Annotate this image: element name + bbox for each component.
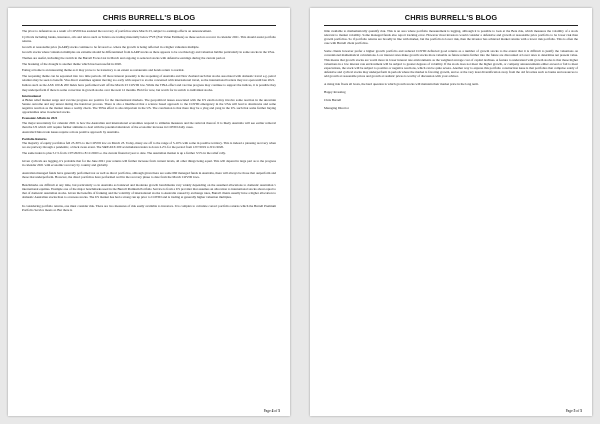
returns-paragraph: Australian managed funds have generally performed not as well as direct portfolios, although given there are some 660 managed funds in Australia, there will always be those that outperform and those that underperform. However, the direct portfolios have performed well in the recovery phase to date from the March COVID lows. xyxy=(22,171,276,180)
economic-affairs-heading: Economic Affairs in 2021 xyxy=(22,116,58,121)
international-heading: International xyxy=(22,93,41,98)
sign-off-greeting: Happy Investing xyxy=(324,90,346,95)
page-of-label: of xyxy=(274,409,278,413)
paragraph: The breaking of the drought is another theme which has been useful in 2020. xyxy=(22,62,122,66)
economic-paragraph: The major uncertainty for calendar 2021 is how the Australian and international economies respond to stimulus measures and the removal thereof. It is likely Australia will see earlier removal than the US which will require further stimulus to deal with the potential shutdown of the economic increase in COVID daily cases. xyxy=(22,120,276,129)
economic-paragraph: Australia/China trade issues require a more positive approach by Australia. xyxy=(22,130,120,135)
title-divider xyxy=(22,25,276,26)
page-total: 5 xyxy=(278,409,280,413)
international-paragraph: A Biden relief market surge and vaccine progress are positive for the international markets. The geopolitical issues associated with the US election may involve some reaction in the uncertain Senate outcome and any unrest during the handover process. There is also a likelihood that a science based approach to the COVID emergency in the USA will lead to shutdowns and some negative reaction as the market takes a reality check. The TINA effect is also important in the US. The conclusion is that there may be a ying and yang in the US. such that some further buying opportunities arise in selected stocks. xyxy=(22,97,276,115)
document-page-4 xyxy=(8,8,290,416)
page-of-label: of xyxy=(576,409,580,413)
returns-paragraph: The same index is plus 5.1% from 1/07/2020 to 8/11/2020 i.e. the current financial year to date. The Australian market is up a further 3.5% in the relief rally. xyxy=(22,150,226,155)
page-number-footer xyxy=(264,409,280,413)
page-number: 4 xyxy=(271,409,274,413)
blog-title: CHRIS BURRELL'S BLOG xyxy=(102,13,196,22)
returns-paragraph: Given cyclicals are lagging, it's probable that for the June 2021 year returns will further increase from current levels, all other things being equal. This will depend in large part as to the progress in calendar 2021 with economic recovery by country and globally. xyxy=(22,158,276,167)
paragraph: Indices such as the ASX 100 & 200 Index have performed well off the March 23 COVID low. While the TINA effect and vaccine progress may continue to support the indices, it is possible they may underperform if there is some correction in growth stocks over the next 12 months. Hold for now, but watch for in switch to individual stocks. xyxy=(22,83,276,92)
page-total: 5 xyxy=(580,409,582,413)
paragraph: Some clients however prefer a higher growth portfolio and reduced COVID deflected good returns as a number of growth stocks to the extent that it is difficult to justify the valuations on conventional mathematical calculations. Low interest rates make growth stocks more valuable as future returns further into the future are discounted at lower rates to determine net present value. This means that growth stocks are worth more in lower interest rate environments as the weighted average cost of capital declines. A feature to understand with growth stocks is that these higher valuations in a low interest rate environment will be subject to greater degrees of volatility. If the stock does not meet the higher growth, or company announcements either exceed or fail to meet expectations, the stock will be subject to positive or negative reactions, which can be quite severe. Another way to express this portfolio construction issue is that portfolios that comprise solely of defensive and cyclical stocks may underperform in periods where the market is favoring growth, and so at the very least diversification away from the old favorites such as banks and resources to add growth at reasonable prices and growth at realistic prices is worthy of discussion with your advisor. xyxy=(324,49,578,78)
page-label: Page xyxy=(263,409,271,413)
page-number-footer xyxy=(566,409,582,413)
returns-paragraph: In considering portfolio returns, one must consider risk. There are two measures of risk easily available to investors. It is complex to calculate correct portfolio returns which the Burrell Premium Portfolio Service meets at. But there is xyxy=(22,203,276,212)
author-title: Managing Director xyxy=(324,106,349,111)
page-number: 5 xyxy=(573,409,576,413)
portfolio-returns-heading: Portfolio Returns xyxy=(22,136,47,141)
intro-section xyxy=(22,29,276,92)
paragraph: Eating at home is an interesting theme as it may prove to be transitory to an extent as restaurants and hotels return to normal. xyxy=(22,67,185,72)
paragraph: little available to mathematically quantify risk. This is an area where portfolio measurement is lagging, although it is possible to look at the Beta risk, which measures the volatility of a stock relevant to market volatility. Some managed funds also report tracking error. However most investors would consider a defensive and growth at reasonable price portfolio to be lower risk than growth portfolios. So if portfolio returns are broadly in line with market, but the portfolio is lower risk, then the investor has achieved market returns with a lower risk portfolio. This is often the case with Burrell client portfolios. xyxy=(324,29,578,46)
author-name: Chris Burrell xyxy=(324,98,342,103)
returns-paragraph: Benchmarks are difficult at any time, but particularly so in Australia as balanced and moderate growth benchmarks vary widely depending on the assumed allocations to domestic Australian v international equities. Example one of the major benchmarks used in the Burrell Premium Portfolio Service is from a US provider that assumes an allocation to international stocks about equal to that of domestic Australian stocks. Given the benefits of franking and the volatility of international stocks to Australia caused by exchange rates, Burrell clients usually have a higher allocation to domestic Australian stocks than to overseas stocks. The US market has had a strong run up prior to COVID and is trading at generally higher valuation multiples. xyxy=(22,183,276,200)
paragraph: Cyclicals including banks, insurance, oils and telcos such as Telstra are trading materially below FVE (Fair Value Estimate) as these sectors recover in calendar 2021. This should assist portfolio returns. xyxy=(22,34,276,43)
paragraph: Growth stocks where valuation multiples are extreme should be differentiated from GARP stocks as there appears to be a technology and valuation bubble particularly in some stocks in the USA. xyxy=(22,50,275,55)
title-divider xyxy=(324,25,578,26)
paragraph: Themes are useful, including the switch in the Burrell Focus List in March and ongoing to selected stocks with defensive earnings during the current period. xyxy=(22,56,226,61)
document-page-5 xyxy=(310,8,592,416)
paragraph: The pivot to defensives as a result of COVID has assisted the recovery of portfolios since March 23, subject to earnings effects on announcement. xyxy=(22,29,212,33)
paragraph: A rising tide floats all boats, the hard question is which growth stocks will maintain their market price in the long term. xyxy=(324,82,479,87)
blog-title: CHRIS BURRELL'S BLOG xyxy=(404,13,498,22)
paragraph: Growth at reasonable price (GARP) stocks continue to be favored i.e. where the growth is being reflected in a higher valuation multiple. xyxy=(22,44,200,49)
paragraph: The reopening theme can be separated into two time periods. Of more interest presently is the reopening of Australia and New Zealand such that stocks associated with domestic travel e.g. petrol retailers may be seen to benefit. Visa direct examines against moving too early with respect to stocks concerned with international travel, as the international borders may not open until late 2021. xyxy=(22,73,276,82)
returns-paragraph: The majority of equity portfolios fell 25-30% to the COVID low on March 23. Today, many are off to the range of 5-10% with some in positive territory. This is indeed a pleasing recovery when we are partway through a pandemic, a black swan event. The S&P/ASX 200 accumulation index is down 2.2% for the period from 1/07/2019 to 8/11/2020. xyxy=(22,140,276,149)
page-label: Page xyxy=(565,409,573,413)
